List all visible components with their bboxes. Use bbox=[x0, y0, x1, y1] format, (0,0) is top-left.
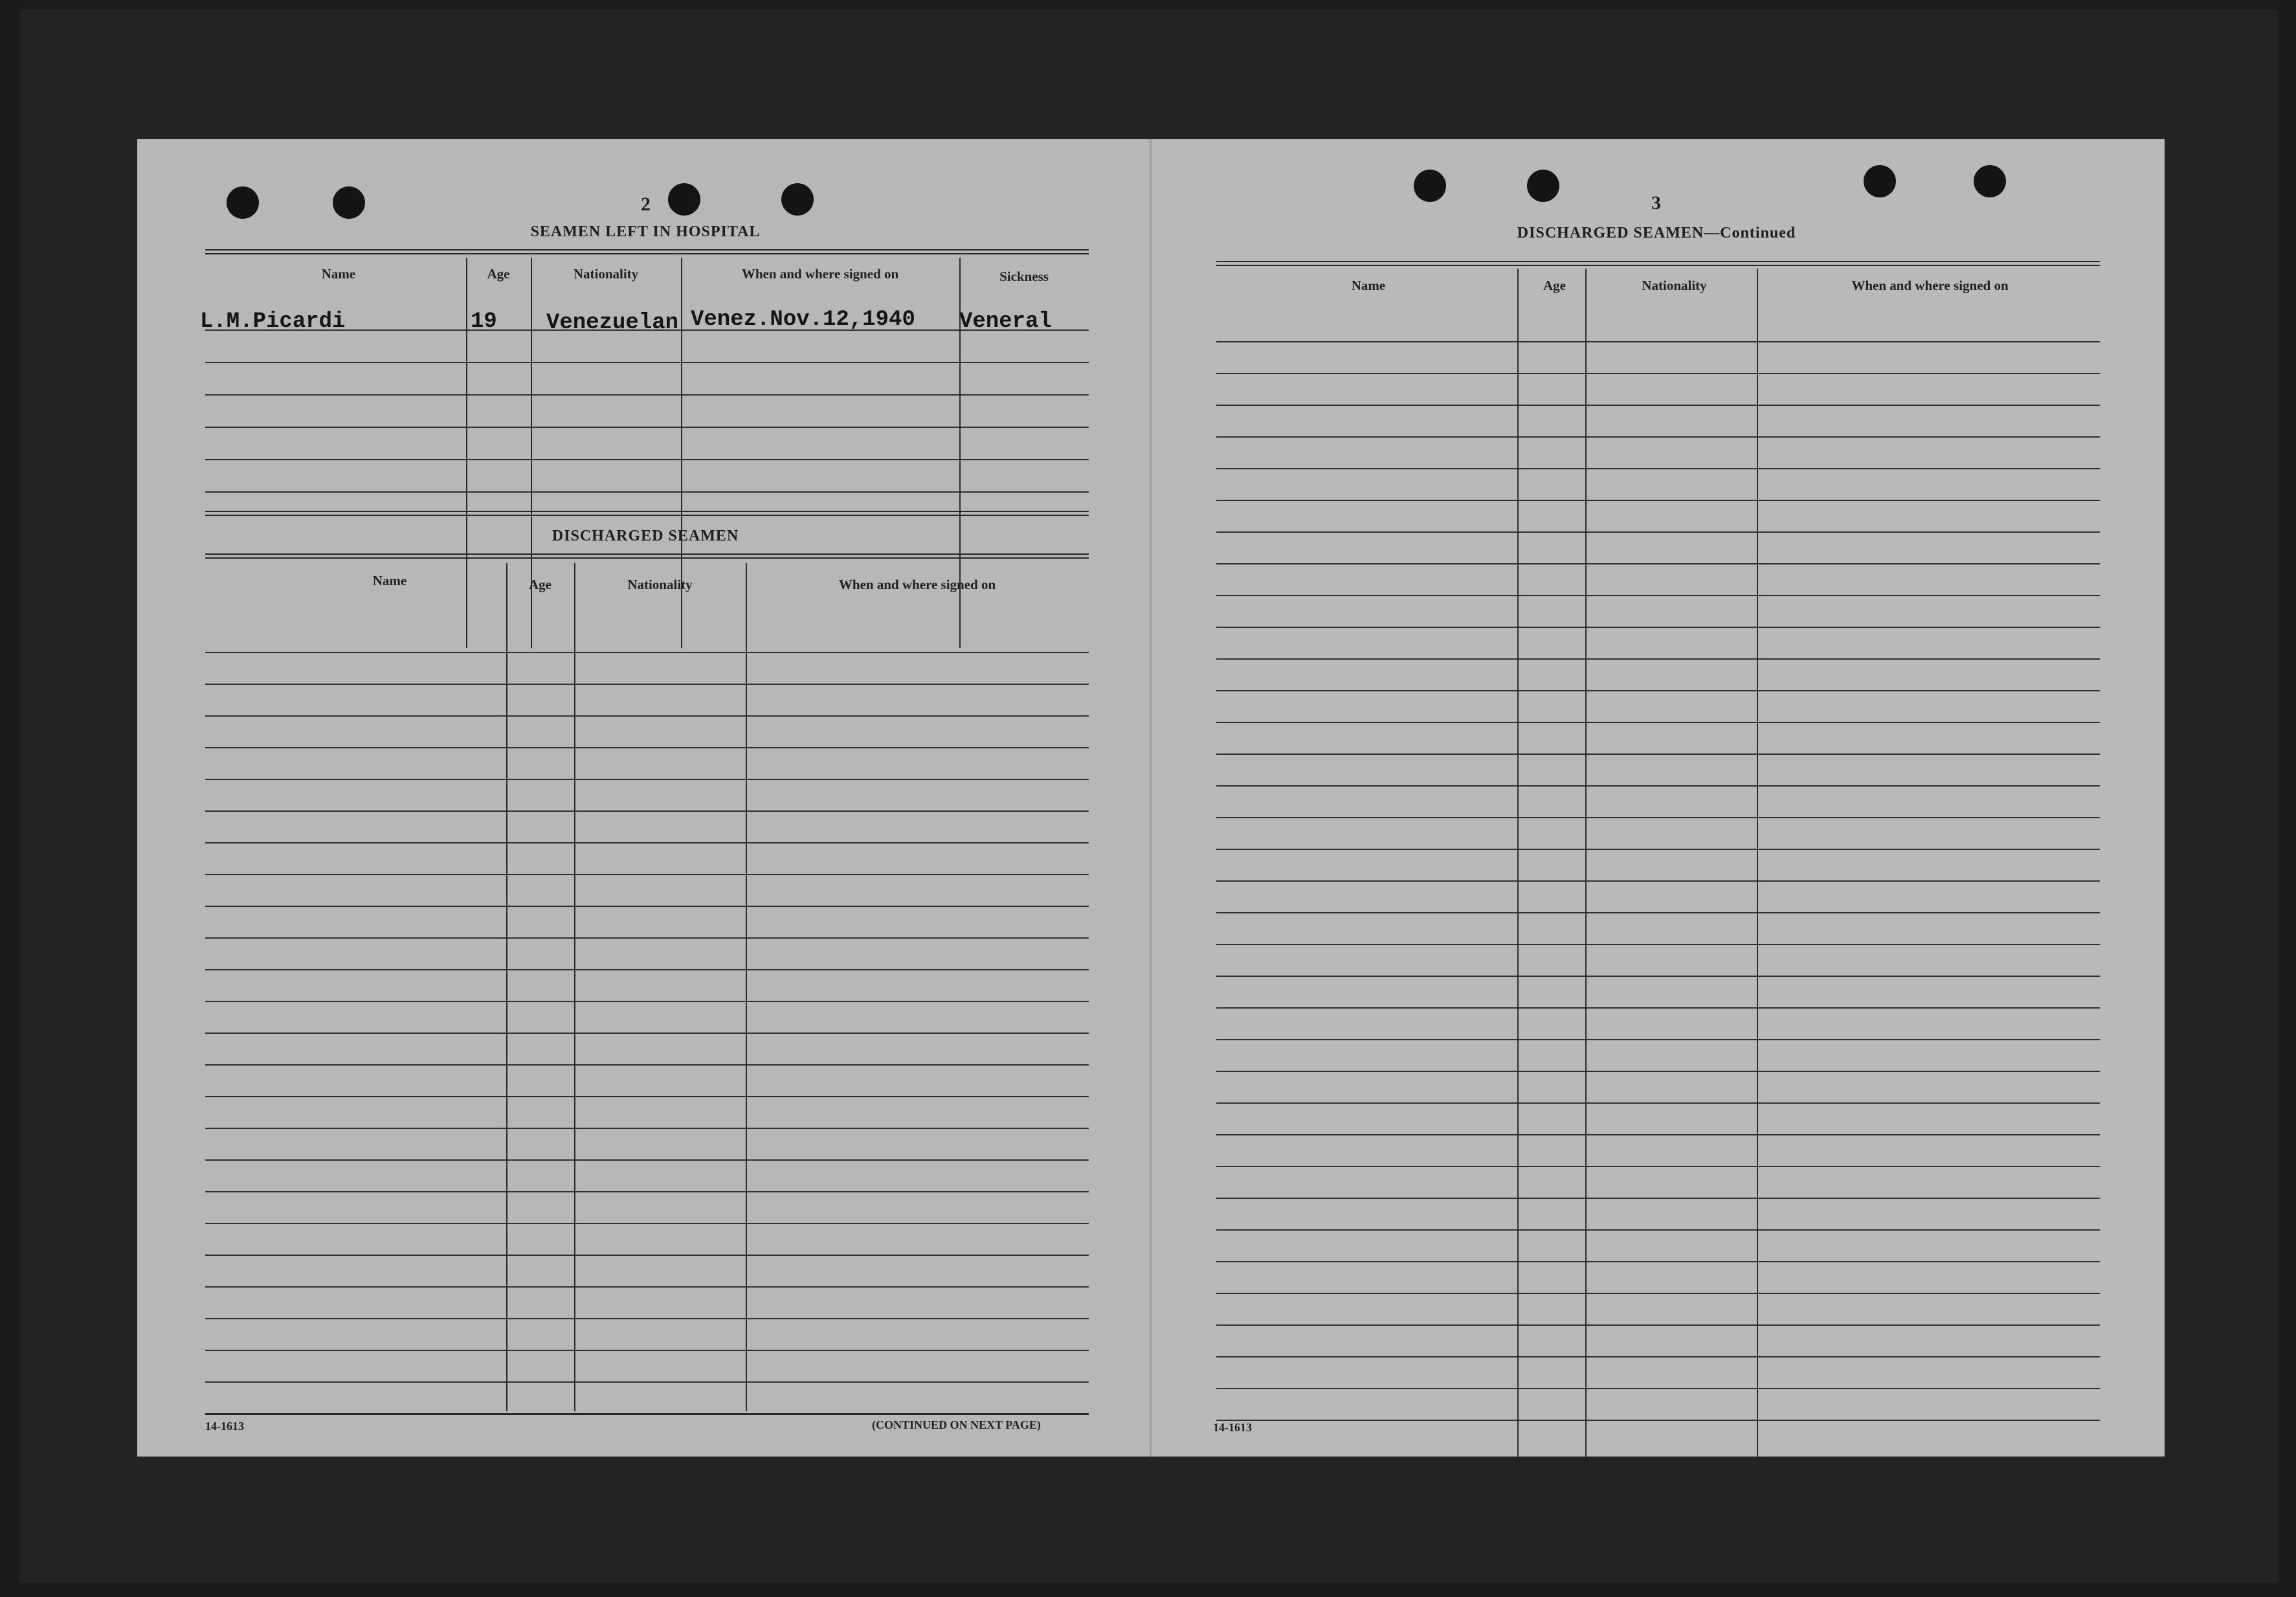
table-row bbox=[205, 362, 1089, 363]
table-row bbox=[1216, 912, 2100, 913]
hospital-entry-nationality: Venezuelan bbox=[546, 311, 679, 335]
column-header-signed-on: When and where signed on bbox=[838, 577, 996, 592]
column-header-name: Name bbox=[321, 266, 356, 282]
hospital-entry-name: L.M.Picardi bbox=[200, 309, 346, 334]
table-row bbox=[1216, 531, 2100, 533]
table-row bbox=[205, 1318, 1089, 1319]
table-row bbox=[1216, 1356, 2100, 1357]
discharged-row-lines bbox=[205, 621, 1089, 1383]
table-row bbox=[1216, 500, 2100, 501]
table-row bbox=[1216, 1071, 2100, 1072]
page-number: 2 bbox=[641, 194, 651, 215]
table-row bbox=[205, 459, 1089, 460]
table-row bbox=[1216, 1007, 2100, 1009]
table-row bbox=[205, 1064, 1089, 1066]
table-row bbox=[1216, 785, 2100, 787]
table-row bbox=[205, 394, 1089, 396]
punch-hole bbox=[1864, 165, 1896, 197]
table-row bbox=[1216, 1166, 2100, 1167]
column-header-nationality: Nationality bbox=[627, 577, 693, 592]
table-row bbox=[1216, 880, 2100, 882]
column-header-signed-on: When and where signed on bbox=[741, 266, 899, 282]
table-row bbox=[1216, 468, 2100, 469]
table-row bbox=[1216, 436, 2100, 438]
column-header-sickness: Sickness bbox=[999, 269, 1049, 284]
table-row bbox=[205, 684, 1089, 685]
hospital-entry-age: 19 bbox=[471, 309, 497, 334]
column-header-age: Age bbox=[487, 266, 510, 282]
table-row bbox=[205, 779, 1089, 780]
column-header-age: Age bbox=[529, 577, 552, 592]
table-row bbox=[1216, 690, 2100, 691]
table-row bbox=[1216, 341, 2100, 342]
table-row bbox=[1216, 595, 2100, 596]
punch-hole bbox=[668, 183, 700, 216]
table-top-rule bbox=[1216, 261, 2100, 266]
table-row bbox=[205, 1381, 1089, 1383]
hospital-entry-signed-on: Venez.Nov.12,1940 bbox=[691, 307, 915, 332]
table-row bbox=[1216, 817, 2100, 818]
table-row bbox=[205, 1223, 1089, 1224]
table-row bbox=[205, 1159, 1089, 1161]
punch-hole bbox=[227, 186, 259, 219]
table-row bbox=[205, 1286, 1089, 1288]
table-row bbox=[1216, 849, 2100, 850]
table-row bbox=[205, 810, 1089, 812]
form-number: 14-1613 bbox=[205, 1420, 244, 1433]
table-row bbox=[1216, 1039, 2100, 1040]
column-header-signed-on: When and where signed on bbox=[1851, 278, 2009, 293]
table-row bbox=[205, 715, 1089, 717]
column-header-age: Age bbox=[1543, 278, 1566, 293]
table-row bbox=[1216, 754, 2100, 755]
punch-hole bbox=[1414, 170, 1446, 202]
table-row bbox=[205, 1096, 1089, 1097]
column-header-nationality: Nationality bbox=[573, 266, 639, 282]
table-row bbox=[1216, 722, 2100, 723]
table-row bbox=[1216, 1198, 2100, 1199]
column-header-name: Name bbox=[1351, 278, 1386, 293]
table-row bbox=[1216, 405, 2100, 406]
punch-hole bbox=[781, 183, 814, 216]
right-page bbox=[1152, 139, 2165, 1457]
table-row bbox=[205, 329, 1089, 331]
table-row bbox=[205, 874, 1089, 875]
punch-hole bbox=[333, 186, 365, 219]
table-row bbox=[205, 1128, 1089, 1129]
table-row bbox=[205, 1033, 1089, 1034]
hospital-row-lines bbox=[205, 301, 1089, 493]
table-row bbox=[1216, 1134, 2100, 1135]
table-row bbox=[1216, 1229, 2100, 1231]
table-row bbox=[205, 747, 1089, 748]
table-row bbox=[1216, 1388, 2100, 1389]
table-row bbox=[205, 427, 1089, 428]
table-row bbox=[1216, 373, 2100, 374]
form-number: 14-1613 bbox=[1213, 1421, 1252, 1434]
table-row bbox=[1216, 563, 2100, 564]
hospital-entry-sickness: Veneral bbox=[959, 309, 1052, 334]
table-row bbox=[1216, 1293, 2100, 1294]
table-row bbox=[205, 491, 1089, 493]
discharged-section-title: DISCHARGED SEAMEN bbox=[552, 528, 739, 544]
page-title: DISCHARGED SEAMEN—Continued bbox=[1517, 225, 1796, 241]
punch-hole bbox=[1974, 165, 2006, 197]
table-bottom-rule bbox=[205, 1413, 1089, 1415]
table-top-rule bbox=[205, 249, 1089, 254]
table-row bbox=[1216, 1261, 2100, 1262]
table-row bbox=[205, 1350, 1089, 1351]
table-row bbox=[1216, 1420, 2100, 1421]
table-row bbox=[1216, 976, 2100, 977]
table-row bbox=[205, 1191, 1089, 1192]
table-row bbox=[1216, 658, 2100, 660]
table-row bbox=[1216, 627, 2100, 628]
table-row bbox=[205, 937, 1089, 939]
table-row bbox=[1216, 944, 2100, 945]
table-row bbox=[205, 842, 1089, 843]
column-header-name: Name bbox=[372, 573, 407, 588]
table-row bbox=[205, 906, 1089, 907]
discharged-continued-row-lines bbox=[1216, 311, 2100, 1421]
punch-hole bbox=[1527, 170, 1559, 202]
continued-note: (CONTINUED ON NEXT PAGE) bbox=[872, 1418, 1041, 1431]
table-row bbox=[1216, 1102, 2100, 1104]
table-row bbox=[205, 1001, 1089, 1002]
table-row bbox=[1216, 1324, 2100, 1326]
page-number: 3 bbox=[1651, 192, 1661, 214]
table-row bbox=[205, 969, 1089, 970]
hospital-section-title: SEAMEN LEFT IN HOSPITAL bbox=[530, 223, 761, 240]
table-top-rule bbox=[205, 553, 1089, 559]
table-bottom-rule bbox=[205, 511, 1089, 516]
table-row bbox=[205, 652, 1089, 653]
table-row bbox=[205, 1255, 1089, 1256]
left-page bbox=[137, 139, 1152, 1457]
column-header-nationality: Nationality bbox=[1642, 278, 1707, 293]
